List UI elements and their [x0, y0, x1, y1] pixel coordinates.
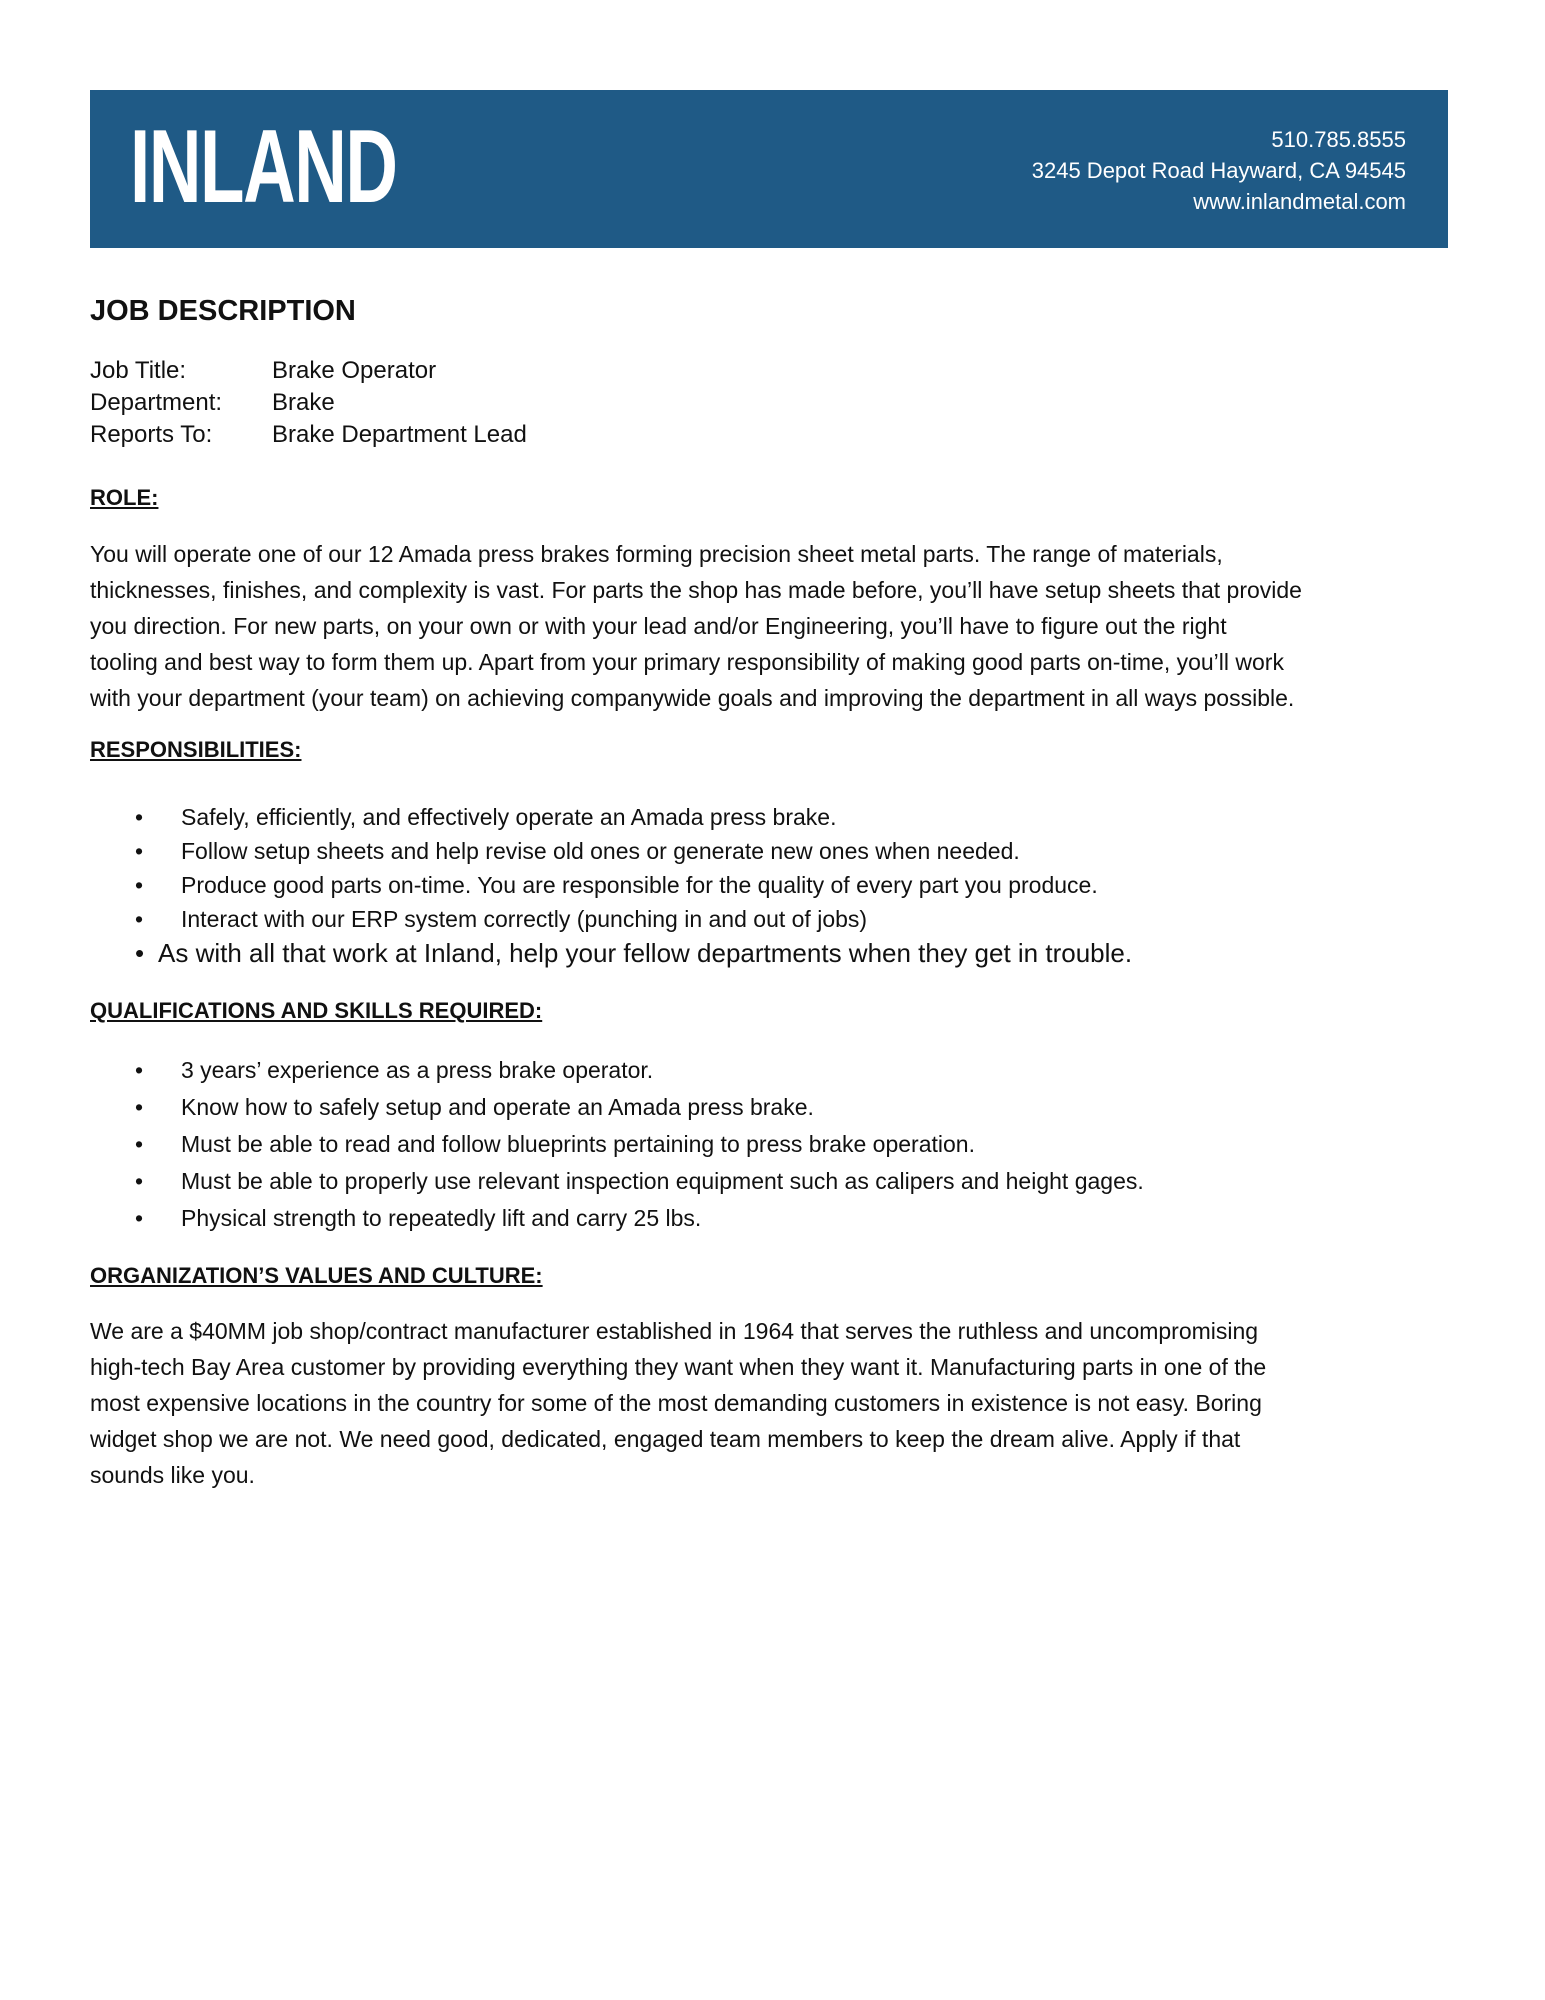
department-row	[90, 387, 527, 419]
culture-line: sounds like you.	[90, 1462, 255, 1488]
role-line: You will operate one of our 12 Amada press brakes forming precision sheet metal parts. The range of materials,	[90, 541, 1223, 567]
list-item-text: 3 years’ experience as a press brake operator.	[181, 1057, 654, 1083]
list-item	[90, 1089, 1144, 1126]
department-label: Department:	[90, 389, 223, 416]
list-item	[90, 834, 1132, 868]
culture-line: most expensive locations in the country for some of the most demanding customers in existence is not easy. Boring	[90, 1390, 1262, 1416]
list-item	[90, 800, 1132, 834]
department-value: Brake	[272, 389, 335, 416]
header-banner	[90, 90, 1448, 248]
role-paragraph	[90, 536, 1470, 716]
job-title-value: Brake Operator	[272, 357, 437, 384]
bullet-icon: •	[135, 938, 145, 968]
culture-paragraph	[90, 1313, 1470, 1493]
job-title-row	[90, 355, 527, 387]
qualifications-heading: QUALIFICATIONS AND SKILLS REQUIRED:	[90, 998, 543, 1023]
responsibilities-heading: RESPONSIBILITIES:	[90, 737, 302, 762]
contact-info	[1032, 124, 1406, 217]
culture-line: widget shop we are not. We need good, dedicated, engaged team members to keep the dream alive. Apply if that	[90, 1426, 1241, 1452]
phone-number: 510.785.8555	[1271, 127, 1406, 152]
list-item-text: Physical strength to repeatedly lift and carry 25 lbs.	[181, 1205, 702, 1231]
list-item-text: Must be able to read and follow blueprints pertaining to press brake operation.	[181, 1131, 975, 1157]
culture-line: high-tech Bay Area customer by providing everything they want when they want it. Manufacturing parts in one of the	[90, 1354, 1267, 1380]
role-line: tooling and best way to form them up. Apart from your primary responsibility of making good parts on-time, you’ll work	[90, 649, 1284, 675]
role-heading: ROLE:	[90, 485, 159, 510]
list-item	[90, 902, 1132, 936]
list-item-text: Interact with our ERP system correctly (punching in and out of jobs)	[181, 906, 868, 932]
culture-line: We are a $40MM job shop/contract manufacturer established in 1964 that serves the ruthless and uncompromising	[90, 1318, 1259, 1344]
list-item	[90, 1126, 1144, 1163]
responsibilities-list	[90, 800, 1132, 970]
street-address: 3245 Depot Road Hayward, CA 94545	[1031, 158, 1406, 183]
job-meta	[90, 355, 527, 451]
list-item-text: Must be able to properly use relevant inspection equipment such as calipers and height gages.	[181, 1168, 1144, 1194]
bullet-icon: •	[135, 1094, 144, 1120]
role-line: thicknesses, finishes, and complexity is vast. For parts the shop has made before, you’ll have setup sheets that provide	[90, 577, 1302, 603]
list-item-text: As with all that work at Inland, help your fellow departments when they get in trouble.	[158, 938, 1133, 968]
website-url: www.inlandmetal.com	[1193, 189, 1406, 214]
bullet-icon: •	[135, 1131, 144, 1157]
bullet-icon: •	[135, 1057, 144, 1083]
bullet-icon: •	[135, 1168, 144, 1194]
list-item-text: Produce good parts on-time. You are responsible for the quality of every part you produce.	[181, 872, 1098, 898]
reports-to-label: Reports To:	[90, 421, 213, 448]
inland-logo: INLAND	[130, 109, 397, 225]
reports-to-row	[90, 419, 527, 451]
bullet-icon: •	[135, 1205, 144, 1231]
bullet-icon: •	[135, 872, 144, 898]
bullet-icon: •	[135, 906, 144, 932]
bullet-icon: •	[135, 804, 144, 830]
list-item-text: Safely, efficiently, and effectively operate an Amada press brake.	[181, 804, 837, 830]
culture-heading: ORGANIZATION’S VALUES AND CULTURE:	[90, 1263, 543, 1288]
reports-to-value: Brake Department Lead	[272, 421, 527, 448]
list-item	[90, 1200, 1144, 1237]
list-item-text: Follow setup sheets and help revise old ones or generate new ones when needed.	[181, 838, 1020, 864]
list-item-text: Know how to safely setup and operate an Amada press brake.	[181, 1094, 814, 1120]
job-title-label: Job Title:	[90, 357, 187, 384]
bullet-icon: •	[135, 838, 144, 864]
role-line: you direction. For new parts, on your own or with your lead and/or Engineering, you’ll have to figure out the right	[90, 613, 1227, 639]
page-title: JOB DESCRIPTION	[90, 295, 356, 327]
role-line: with your department (your team) on achieving companywide goals and improving the department in all ways possible.	[90, 685, 1295, 711]
list-item	[90, 1052, 1144, 1089]
list-item	[90, 936, 1132, 970]
qualifications-list	[90, 1052, 1144, 1237]
list-item	[90, 868, 1132, 902]
list-item	[90, 1163, 1144, 1200]
